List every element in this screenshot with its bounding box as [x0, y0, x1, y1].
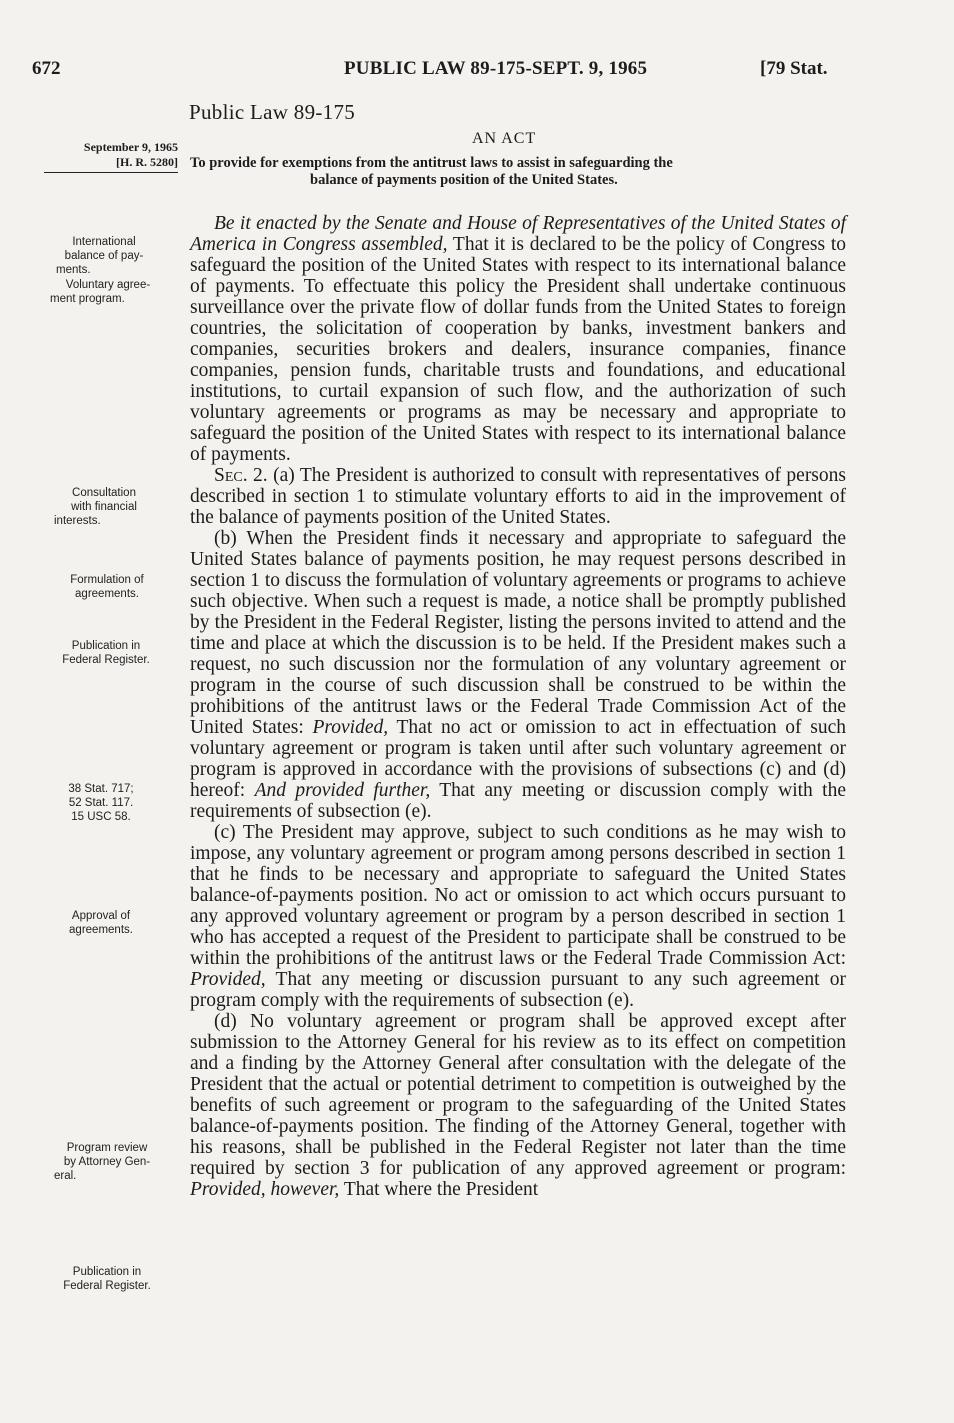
margin-note: Approval of agreements.: [69, 910, 133, 936]
enactment-date: September 9, 1965: [83, 140, 178, 154]
date-block: [38, 140, 178, 173]
act-body: [190, 213, 846, 1200]
purpose-line-2: balance of payments position of the United States.: [310, 172, 618, 188]
bill-number: [H. R. 5280]: [116, 155, 178, 169]
section-label: Sec. 2.: [214, 465, 268, 486]
margin-note: Program review by Attorney Gen- eral.: [54, 1142, 151, 1182]
margin-note: Publication in Federal Register.: [62, 640, 150, 666]
page-number: 672: [32, 58, 61, 79]
running-title: PUBLIC LAW 89-175-SEPT. 9, 1965: [344, 58, 648, 79]
margin-note: Voluntary agree- ment program.: [50, 279, 151, 305]
an-act-heading: AN ACT: [472, 130, 537, 147]
act-purpose: [190, 155, 846, 189]
section-1: Be it enacted by the Senate and House of Representatives of the United States of America in Congress assembled, That it is declared to be the policy of Congress to safeguard the position of the United States with respect to its international balance of payments. To effectuate this policy the President shall undertake continuous surveillance over the private flow of dollar funds from the United States to foreign countries, the solicitation of cooperation by banks, investment bankers and companies, securities brokers and dealers, insurance companies, finance companies, pension funds, charitable trusts and foundations, and educational institutions, to curtail expansion of such flow, and the authorization of such voluntary agreements or programs as may be necessary and appropriate to safeguard the position of the United States with respect to its international balance of payments.: [190, 213, 846, 465]
running-header: [32, 58, 852, 84]
margin-note: 38 Stat. 717; 52 Stat. 117. 15 USC 58.: [68, 783, 134, 823]
section-2c: (c) The President may approve, subject to such conditions as he may wish to impose, any voluntary agreement or program among persons described in section 1 that he finds to be necessary and appropriate to safeguard the United States balance-of-payments position. No act or omission to act which occurs pursuant to any approved voluntary agreement or program by a person described in section 1 who has accepted a request of the President to participate shall be construed to be within the prohibitions of the antitrust laws or the Federal Trade Commission Act: Provided, That any meeting or discussion pursuant to any such agreement or program comply with the requirements of subsection (e).: [190, 822, 846, 1011]
section-2b: (b) When the President finds it necessary and appropriate to safeguard the United States balance of payments position, he may request persons described in section 1 to discuss the formulation of voluntary agreements or programs to achieve such objective. When such a request is made, a notice shall be promptly published by the President in the Federal Register, listing the persons invited to attend and the time and place at which the discussion is to be held. If the President makes such a request, no such discussion nor the formulation of any voluntary agreement or program in the course of such discussion shall be construed to be within the prohibitions of the antitrust laws or the Federal Trade Commission Act of the United States: Provided, That no act or omission to act in effectuation of such voluntary agreement or program is taken until after such voluntary agreement or program is approved in accordance with the provisions of subsections (c) and (d) hereof: And provided further, That any meeting or discussion comply with the requirements of subsection (e).: [190, 528, 847, 822]
margin-note: Formulation of agreements.: [70, 574, 144, 600]
date-rule: [44, 172, 178, 173]
law-title: Public Law 89-175: [189, 100, 356, 124]
enacting-clause: Be it enacted by the Senate and House of Representatives of the United States of America in Congress assembled,: [190, 213, 846, 255]
margin-note: Publication in Federal Register.: [63, 1266, 151, 1292]
section-2a: Sec. 2. (a) The President is authorized to consult with representatives of persons described in section 1 to stimulate voluntary efforts to aid in the improvement of the balance of payments position of the United States.: [190, 465, 846, 528]
volume-reference: [79 Stat.: [760, 58, 828, 79]
section-2d: (d) No voluntary agreement or program shall be approved except after submission to the Attorney General for his review as to its effect on competition and a finding by the Attorney General after consultation with the delegate of the President that the actual or potential detriment to competition is outweighed by the benefits of such agreement or program to the safeguarding of the United States balance-of-payments position. The finding of the Attorney General, together with his reasons, shall be published in the Federal Register not later than the time required by section 3 for publication of any approved agreement or program: Provided, however, That where the President: [190, 1011, 846, 1200]
margin-note: Consultation with financial interests.: [54, 487, 137, 527]
purpose-line-1: To provide for exemptions from the antitrust laws to assist in safeguarding the: [190, 155, 673, 171]
margin-note: International balance of pay- ments.: [56, 236, 144, 276]
